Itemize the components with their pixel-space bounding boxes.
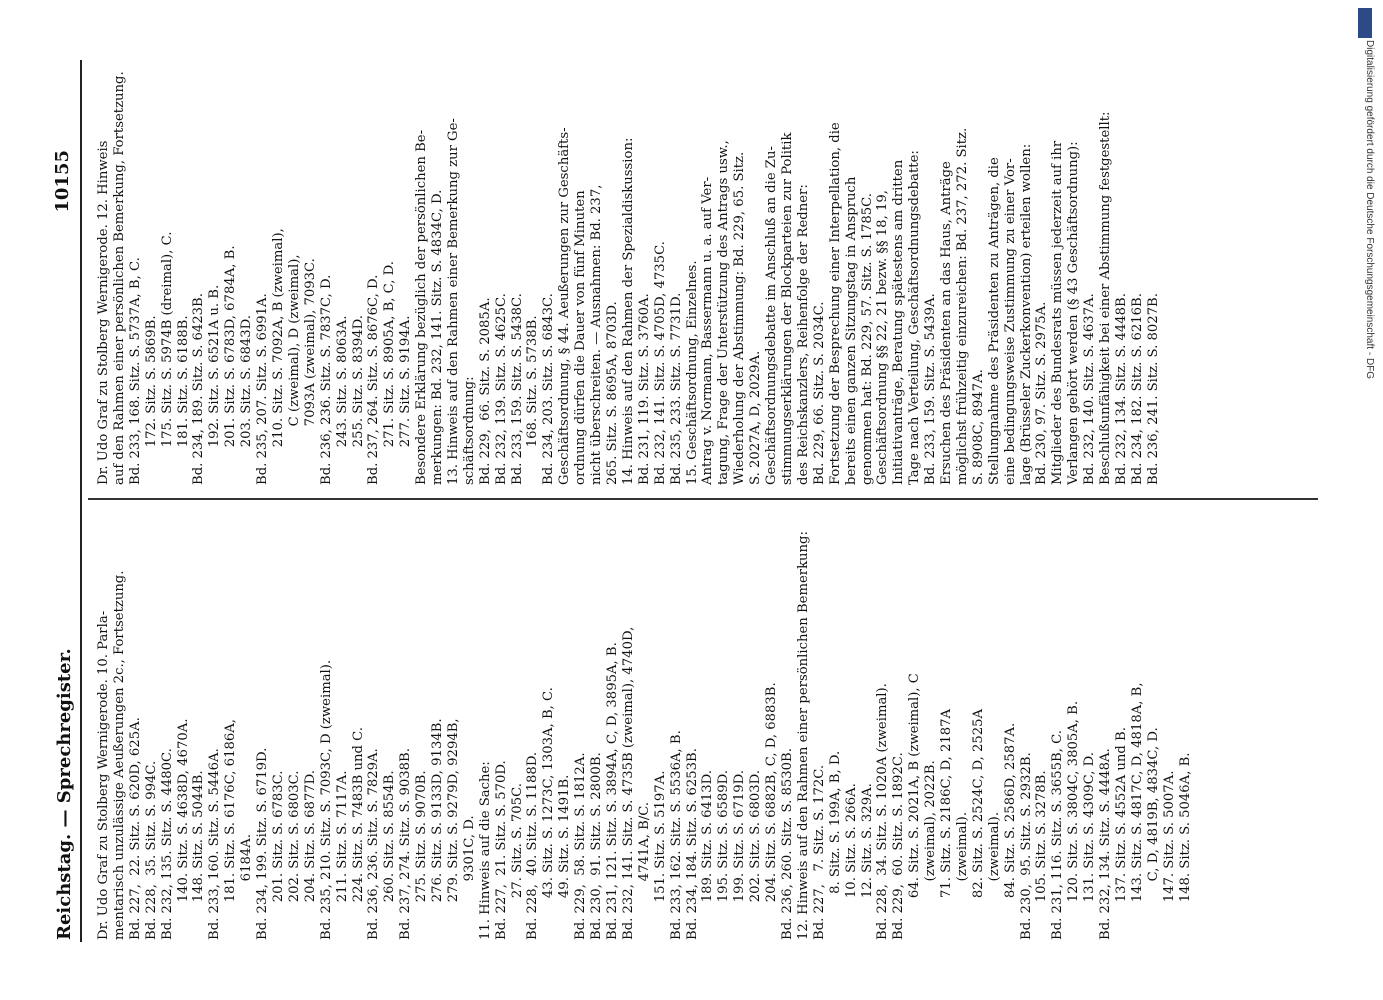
register-line: Wiederholung der Abstimmung: Bd. 229, 65. Sitz. xyxy=(732,151,748,485)
register-line: 275. Sitz. S. 9070B. xyxy=(414,770,430,940)
register-line: Dr. Udo Graf zu Stolberg Wernigerode. 12. Hinweis xyxy=(96,140,111,485)
register-line: merkungen: Bd. 232, 141. Sitz. S. 4834C, D. xyxy=(430,189,446,485)
register-line: 84. Sitz. S. 2586D, 2587A. xyxy=(1002,722,1018,940)
register-line: 260. Sitz. S. 8554B. xyxy=(382,770,398,940)
register-line: 10. Sitz. S. 266A. xyxy=(843,783,859,940)
left-column xyxy=(96,500,1194,940)
register-line: eine bedingungsweise Zustimmung zu einer Vor- xyxy=(1002,158,1018,485)
register-line: 143. Sitz. S. 4817C, D, 4818A, B, xyxy=(1129,682,1145,940)
register-line: 12. Hinweis auf den Rahmen einer persönlichen Bemerkung: xyxy=(795,531,811,940)
register-line: schäftsordnung: xyxy=(461,376,477,485)
register-line: 27. Sitz. S. 705C. xyxy=(509,783,525,940)
register-line: 9301C, D. xyxy=(461,815,477,940)
register-line: 201. Sitz. S. 6783D, 6784A, B. xyxy=(223,245,239,485)
register-line: Bd. 230, 91. Sitz. S. 2800B. xyxy=(589,752,605,940)
register-line: Bd. 228, 34. Sitz. S. 1020A (zweimal). xyxy=(875,683,891,940)
register-line: 211. Sitz. S. 7117A. xyxy=(334,770,350,940)
register-line: Bd. 235, 207. Sitz. S. 6991A. xyxy=(255,293,271,485)
register-line: Bd. 236, 260. Sitz. S. 8530B. xyxy=(779,748,795,940)
register-line: Bd. 233, 159. Sitz. S. 5439A. xyxy=(923,293,939,485)
register-line: Bd. 236, 236. Sitz. S. 7837C, D. xyxy=(318,274,334,485)
register-line: Bd. 227, 7. Sitz. S. 172C. xyxy=(811,764,827,940)
register-line: Bd. 231, 116. Sitz. S. 3655B, C. xyxy=(1050,730,1066,940)
register-line: 131. Sitz. S. 4309C, D. xyxy=(1082,752,1098,940)
register-line: Bd. 234, 184. Sitz. S. 6253B. xyxy=(684,748,700,940)
register-line: 276. Sitz. S. 9133D, 9134B. xyxy=(430,718,446,940)
register-line: Dr. Udo Graf zu Stolberg Wernigerode. 10. Parla- xyxy=(96,610,111,940)
page-number: 10155 xyxy=(52,150,73,213)
register-line: 148. Sitz. S. 5046A, B. xyxy=(1177,752,1193,940)
register-line: 181. Sitz. S. 6188B. xyxy=(175,315,191,485)
register-line: Geschäftsordnung §§ 22, 21 bezw. §§ 18, 19, xyxy=(875,190,891,485)
register-line: Bd. 228, 40. Sitz. S. 1188D. xyxy=(525,751,541,940)
register-line: 8. Sitz. S. 199A, B, D. xyxy=(827,750,843,940)
register-line: Bd. 232, 134. Sitz. S. 4448B. xyxy=(1114,293,1129,485)
register-line: Bd. 229, 58. Sitz. S. 1812A. xyxy=(573,752,589,940)
register-line: 210. Sitz. S. 7092A, B (zweimal), xyxy=(270,228,286,485)
register-line: Bd. 233, 168. Sitz. S. 5737A, B, C. xyxy=(127,257,143,485)
register-line: 12. Sitz. S. 329A. xyxy=(859,783,875,940)
register-line: möglichst frühzeitig einzureichen: Bd. 237, 272. Sitz. xyxy=(954,127,970,485)
register-line: Bd. 232, 140. Sitz. S. 4637A. xyxy=(1082,293,1098,485)
register-line: Antrag v. Normann, Bassermann u. a. auf Ver- xyxy=(700,176,716,485)
register-line: 168. Sitz. S. 5738B. xyxy=(525,315,541,485)
register-line: C (zweimal), D (zweimal), xyxy=(286,254,302,485)
header-rule xyxy=(80,60,82,942)
register-line: 15. Geschäftsordnung, Einzelnes. xyxy=(684,260,700,485)
register-line: Bd. 234, 189. Sitz. S. 6423B. xyxy=(191,293,207,485)
register-line: S. 2027A, D, 2029A. xyxy=(748,350,764,485)
register-line: Bd. 231, 121. Sitz. S. 3894A, C, D, 3895A, B. xyxy=(605,642,620,940)
register-line: Bd. 231, 119. Sitz. S. 3760A. xyxy=(636,293,652,485)
register-line: 49. Sitz. S. 1491B. xyxy=(557,774,573,940)
register-line: 201. Sitz. S. 6783C. xyxy=(270,770,286,940)
register-line: Bd. 235, 210. Sitz. S. 7093C, D (zweimal). xyxy=(318,659,334,940)
register-line: Bd. 229, 60. Sitz. S. 1892C. xyxy=(891,752,907,940)
register-line: 120. Sitz. S. 3804C, 3805A, B. xyxy=(1066,700,1082,940)
register-line: 13. Hinweis auf den Rahmen einer Bemerkung zur Ge- xyxy=(445,118,461,485)
register-line: Bd. 236, 236. Sitz. S. 7829A. xyxy=(366,748,382,940)
register-line: 137. Sitz. S. 4552A und B. xyxy=(1114,727,1129,940)
register-line: 203. Sitz. S. 6843D. xyxy=(239,315,255,485)
register-line: nicht überschreiten. — Ausnahmen: Bd. 237, xyxy=(589,184,605,485)
register-line: 43. Sitz. S. 1273C, 1303A, B, C. xyxy=(541,687,557,940)
register-line: Bd. 229, 66. Sitz. S. 2085A. xyxy=(477,297,493,485)
page-header-left xyxy=(54,648,75,940)
register-line: 255. Sitz. S. 8394D. xyxy=(350,315,366,485)
register-line: Besondere Erklärung bezüglich der persönlichen Be- xyxy=(414,129,430,485)
register-line: Bd. 233, 160. Sitz. S. 5446A. xyxy=(207,748,223,940)
register-line: tagung, Frage der Unterstützung des Antrags usw., xyxy=(716,140,732,485)
register-line: Bd. 232, 134. Sitz. S. 4448A. xyxy=(1098,748,1114,940)
register-line: Bd. 237, 264. Sitz. S. 8676C, D. xyxy=(366,274,382,485)
register-line: 271. Sitz. S. 8905A, B, C, D. xyxy=(382,261,398,485)
register-line: 11. Hinweis auf die Sache: xyxy=(477,761,493,940)
register-line: 151. Sitz. S. 5197A. xyxy=(652,770,668,940)
register-line: Bd. 234, 203. Sitz. S. 6843C. xyxy=(541,293,557,485)
register-line: Mitglieder des Bundesrats müssen jederzeit auf ihr xyxy=(1050,140,1066,485)
right-column xyxy=(96,45,1162,485)
register-line: 14. Hinweis auf den Rahmen der Spezialdiskussion: xyxy=(620,137,636,485)
register-line: Ersuchen des Präsidenten an das Haus, Anträge xyxy=(939,161,955,485)
register-line: Bd. 230, 97. Sitz. S. 2975A. xyxy=(1034,301,1050,485)
register-line: Bd. 235, 233. Sitz. S. 7731D. xyxy=(668,292,684,485)
register-line: mentarisch unzulässige Aeußerungen 2c., Fortsetzung. xyxy=(111,570,127,940)
register-line: C, D, 4819B, 4834C, D. xyxy=(1145,727,1161,940)
register-line: 224. Sitz. S. 7483B und C. xyxy=(350,727,366,940)
register-line: 148. Sitz. S. 5044B. xyxy=(191,770,207,940)
register-line: Beschlußunfähigkeit bei einer Abstimmung festgestellt: xyxy=(1098,111,1114,485)
register-line: stimmungserklärungen der Blockparteien zur Politik xyxy=(779,132,795,485)
register-line: 189. Sitz. S. 6413D. xyxy=(700,770,716,940)
register-line: 243. Sitz. S. 8063A. xyxy=(334,315,350,485)
register-line: (zweimal). xyxy=(954,811,970,940)
register-line: 82. Sitz. S. 2524C, D, 2525A xyxy=(970,708,986,940)
register-line: (zweimal). xyxy=(986,811,1002,940)
register-line: Bd. 227, 21. Sitz. S. 570D. xyxy=(493,760,509,940)
register-line: 140. Sitz. S. 4638D, 4670A. xyxy=(175,718,191,940)
register-line: S. 8908C, 8947A. xyxy=(970,369,986,485)
register-line: 265. Sitz. S. 8695A, 8703D. xyxy=(605,301,620,485)
register-line: 204. Sitz. S. 6877D. xyxy=(302,770,318,940)
running-title: Reichstag. — Sprechregister. xyxy=(54,648,75,940)
register-line: 172. Sitz. S. 5869B. xyxy=(143,315,159,485)
register-line: 105. Sitz. S. 3278B. xyxy=(1034,770,1050,940)
register-line: Fortsetzung der Besprechung einer Interpellation, die xyxy=(827,122,843,485)
register-line: Bd. 233, 159. Sitz. S. 5438C. xyxy=(509,293,525,485)
register-line: Bd. 232, 141. Sitz. S. 4705D, 4735C. xyxy=(652,241,668,485)
register-line: genommen hat: Bd. 229, 57. Sitz. S. 1785C. xyxy=(859,193,875,485)
register-line: 192. Sitz. S. 6521A u. B. xyxy=(207,284,223,485)
register-line: 64. Sitz. S. 2021A, B (zweimal), C xyxy=(907,673,923,940)
register-line: Geschäftsordnungsdebatte im Anschluß an die Zu- xyxy=(764,146,780,485)
register-line: Bd. 227, 22. Sitz. S. 620D, 625A. xyxy=(127,717,143,940)
register-line: Geschäftsordnung, § 44. Aeußerungen zur Geschäfts- xyxy=(557,127,573,485)
dfg-notice xyxy=(1363,40,1375,810)
register-line: 277. Sitz. S. 9194A. xyxy=(398,315,414,485)
register-line: 199. Sitz. S. 6719D. xyxy=(732,770,748,940)
dfg-notice-text: Digitalisierung gefördert durch die Deutsche Forschungsgemeinschaft - DFG xyxy=(1364,40,1375,380)
register-line: 147. Sitz. S. 5007A. xyxy=(1161,770,1177,940)
register-line: 71. Sitz. S. 2186C, D, 2187A xyxy=(939,708,955,940)
register-line: Bd. 232, 135. Sitz. S. 4480C. xyxy=(159,748,175,940)
register-line: auf den Rahmen einer persönlichen Bemerkung, Fortsetzung. xyxy=(111,71,127,485)
register-line: Initiativanträge, Beratung spätestens am dritten xyxy=(891,159,907,485)
register-line: Bd. 237, 274. Sitz. S. 9038B. xyxy=(398,748,414,940)
register-line: Bd. 228, 35. Sitz. S. 994C. xyxy=(143,760,159,940)
register-line: des Reichskanzlers, Reihenfolge der Redner: xyxy=(795,184,811,485)
register-line: Tage nach Verteilung, Geschäftsordnungsdebatte: xyxy=(907,150,923,485)
register-line: 4741A, B/C. xyxy=(636,801,652,940)
register-line: Bd. 236, 241. Sitz. S. 8027B. xyxy=(1145,293,1161,485)
register-line: bereits einen ganzen Sitzungstag in Anspruch xyxy=(843,176,859,485)
register-line: 195. Sitz. S. 6589D. xyxy=(716,770,732,940)
register-line: Bd. 230, 95. Sitz. S. 2932B. xyxy=(1018,752,1034,940)
register-line: 202. Sitz. S. 6803C. xyxy=(286,770,302,940)
register-line: 175. Sitz. S. 5974B (dreimal), C. xyxy=(159,231,175,485)
dfg-logo xyxy=(1358,8,1372,38)
register-line: 181. Sitz. S. 6176C, 6186A, xyxy=(223,719,239,940)
register-line: lage (Brüsseler Zuckerkonvention) erteilen wollen: xyxy=(1018,143,1034,485)
register-line: Bd. 234, 199. Sitz. S. 6719D. xyxy=(255,747,271,940)
register-line: 7093A (zweimal), 7093C. xyxy=(302,258,318,485)
register-line: 279. Sitz. S. 9279D, 9294B, xyxy=(445,718,461,940)
register-line: Stellungnahme des Präsidenten zu Anträgen, die xyxy=(986,157,1002,485)
register-line: Verlangen gehört werden (§ 43 Geschäftsordnung): xyxy=(1066,141,1082,485)
register-line: Bd. 232, 139. Sitz. S. 4625C. xyxy=(493,293,509,485)
register-line: 6184A. xyxy=(239,834,255,940)
register-line: 202. Sitz. S. 6803D. xyxy=(748,770,764,940)
register-line: Bd. 229, 66. Sitz. S. 2034C. xyxy=(811,301,827,485)
register-line: ordnung dürfen die Dauer von fünf Minuten xyxy=(573,190,589,485)
register-line: Bd. 233, 162. Sitz. S. 5536A, B. xyxy=(668,730,684,940)
register-line: 204. Sitz. S. 6882B, C, D, 6883B. xyxy=(764,682,780,940)
register-line: Bd. 232, 141. Sitz. S. 4735B (zweimal), 4740D, xyxy=(620,626,636,940)
register-line: (zweimal), 2022B. xyxy=(923,760,939,940)
register-line: Bd. 234, 182. Sitz. S. 6216B. xyxy=(1129,293,1145,485)
